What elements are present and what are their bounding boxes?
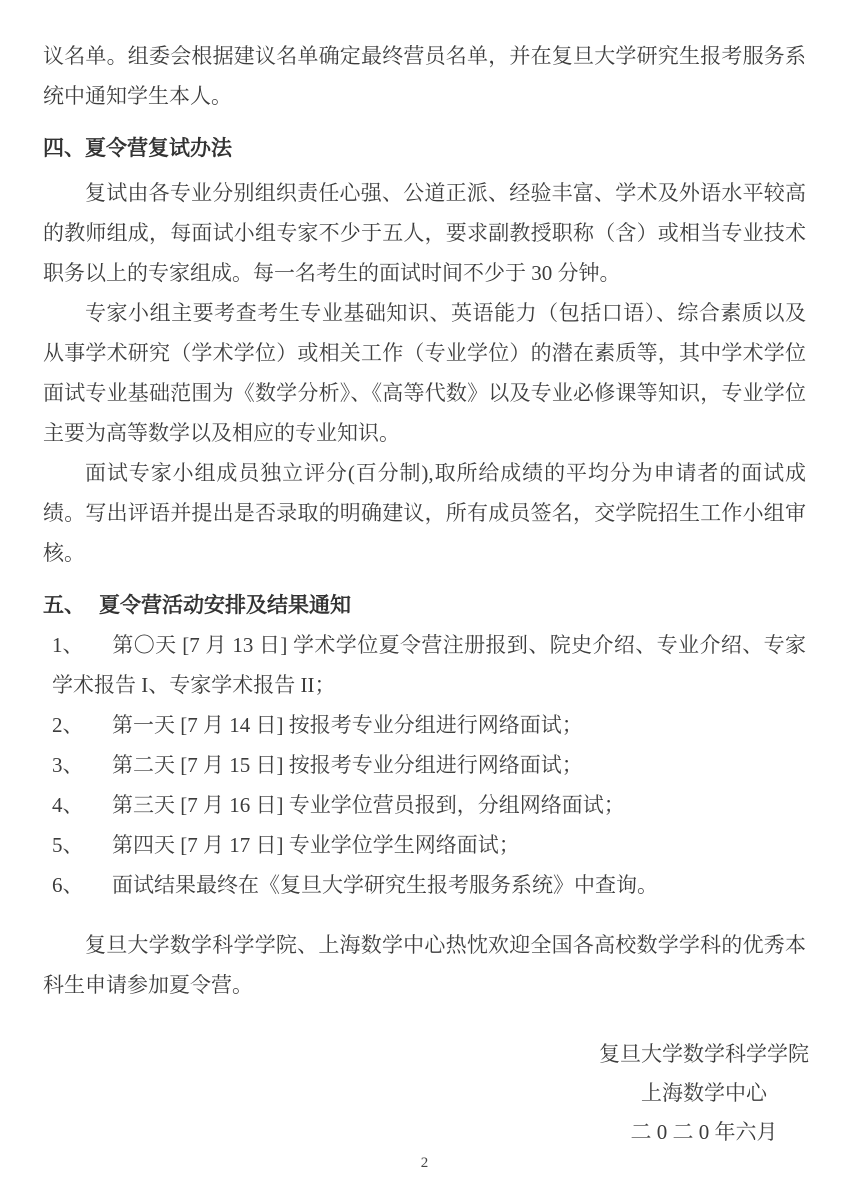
section5-number: 五、	[43, 593, 85, 617]
schedule-list	[43, 625, 806, 905]
section4-paragraph-2: 专家小组主要考查考生专业基础知识、英语能力（包括口语）、综合素质以及从事学术研究（学术学位）或相关工作（专业学位）的潜在素质等，其中学术学位面试专业基础范围为《数学分析》、《高等代数》以及专业必修课等知识，专业学位主要为高等数学以及相应的专业知识。	[43, 301, 806, 445]
schedule-item-2	[43, 705, 806, 745]
opening-paragraph: 议名单。组委会根据建议名单确定最终营员名单，并在复旦大学研究生报考服务系统中通知学生本人。	[43, 44, 806, 108]
closing-paragraph: 复旦大学数学科学学院、上海数学中心热忱欢迎全国各高校数学学科的优秀本科生申请参加夏令营。	[43, 933, 806, 997]
schedule-item-5	[43, 825, 806, 865]
section4-number: 四、	[43, 136, 85, 160]
schedule-item-3-number: 3、	[52, 753, 84, 777]
schedule-item-4-number: 4、	[52, 793, 84, 817]
schedule-item-2-text: 第一天 [7 月 14 日] 按报考专业分组进行网络面试；	[112, 713, 583, 737]
section4-title: 夏令营复试办法	[85, 136, 232, 160]
schedule-item-3	[43, 745, 806, 785]
signature-org-1: 复旦大学数学科学学院	[599, 1042, 809, 1066]
page-number: 2	[420, 1155, 429, 1171]
section4-paragraph-3: 面试专家小组成员独立评分(百分制),取所给成绩的平均分为申请者的面试成绩。写出评语并提出是否录取的明确建议，所有成员签名，交学院招生工作小组审核。	[43, 461, 806, 565]
schedule-item-6-text: 面试结果最终在《复旦大学研究生报考服务系统》中查询。	[112, 873, 658, 897]
schedule-item-5-number: 5、	[52, 833, 84, 857]
section4-paragraph-1: 复试由各专业分别组织责任心强、公道正派、经验丰富、学术及外语水平较高的教师组成，每面试小组专家不少于五人，要求副教授职称（含）或相当专业技术职务以上的专家组成。每一名考生的面试时间不少于 30 分钟。	[43, 181, 806, 285]
schedule-item-5-text: 第四天 [7 月 17 日] 专业学位学生网络面试；	[112, 833, 520, 857]
schedule-item-4	[43, 785, 806, 825]
signature-block	[588, 1035, 820, 1152]
schedule-item-1	[43, 625, 806, 705]
section4-heading	[43, 128, 806, 168]
signature-date: 二 0 二 0 年六月	[630, 1120, 778, 1144]
section5-title: 夏令营活动安排及结果通知	[99, 593, 351, 617]
signature-org-2: 上海数学中心	[641, 1081, 767, 1105]
schedule-item-2-number: 2、	[52, 713, 84, 737]
schedule-item-6	[43, 865, 806, 905]
schedule-item-6-number: 6、	[52, 873, 84, 897]
schedule-item-1-text: 第〇天 [7 月 13 日] 学术学位夏令营注册报到、院史介绍、专业介绍、专家学术报告 I、专家学术报告 II；	[52, 633, 806, 697]
schedule-item-4-text: 第三天 [7 月 16 日] 专业学位营员报到，分组网络面试；	[112, 793, 625, 817]
schedule-item-1-number: 1、	[52, 633, 84, 657]
section5-heading	[43, 585, 806, 625]
schedule-item-3-text: 第二天 [7 月 15 日] 按报考专业分组进行网络面试；	[112, 753, 583, 777]
